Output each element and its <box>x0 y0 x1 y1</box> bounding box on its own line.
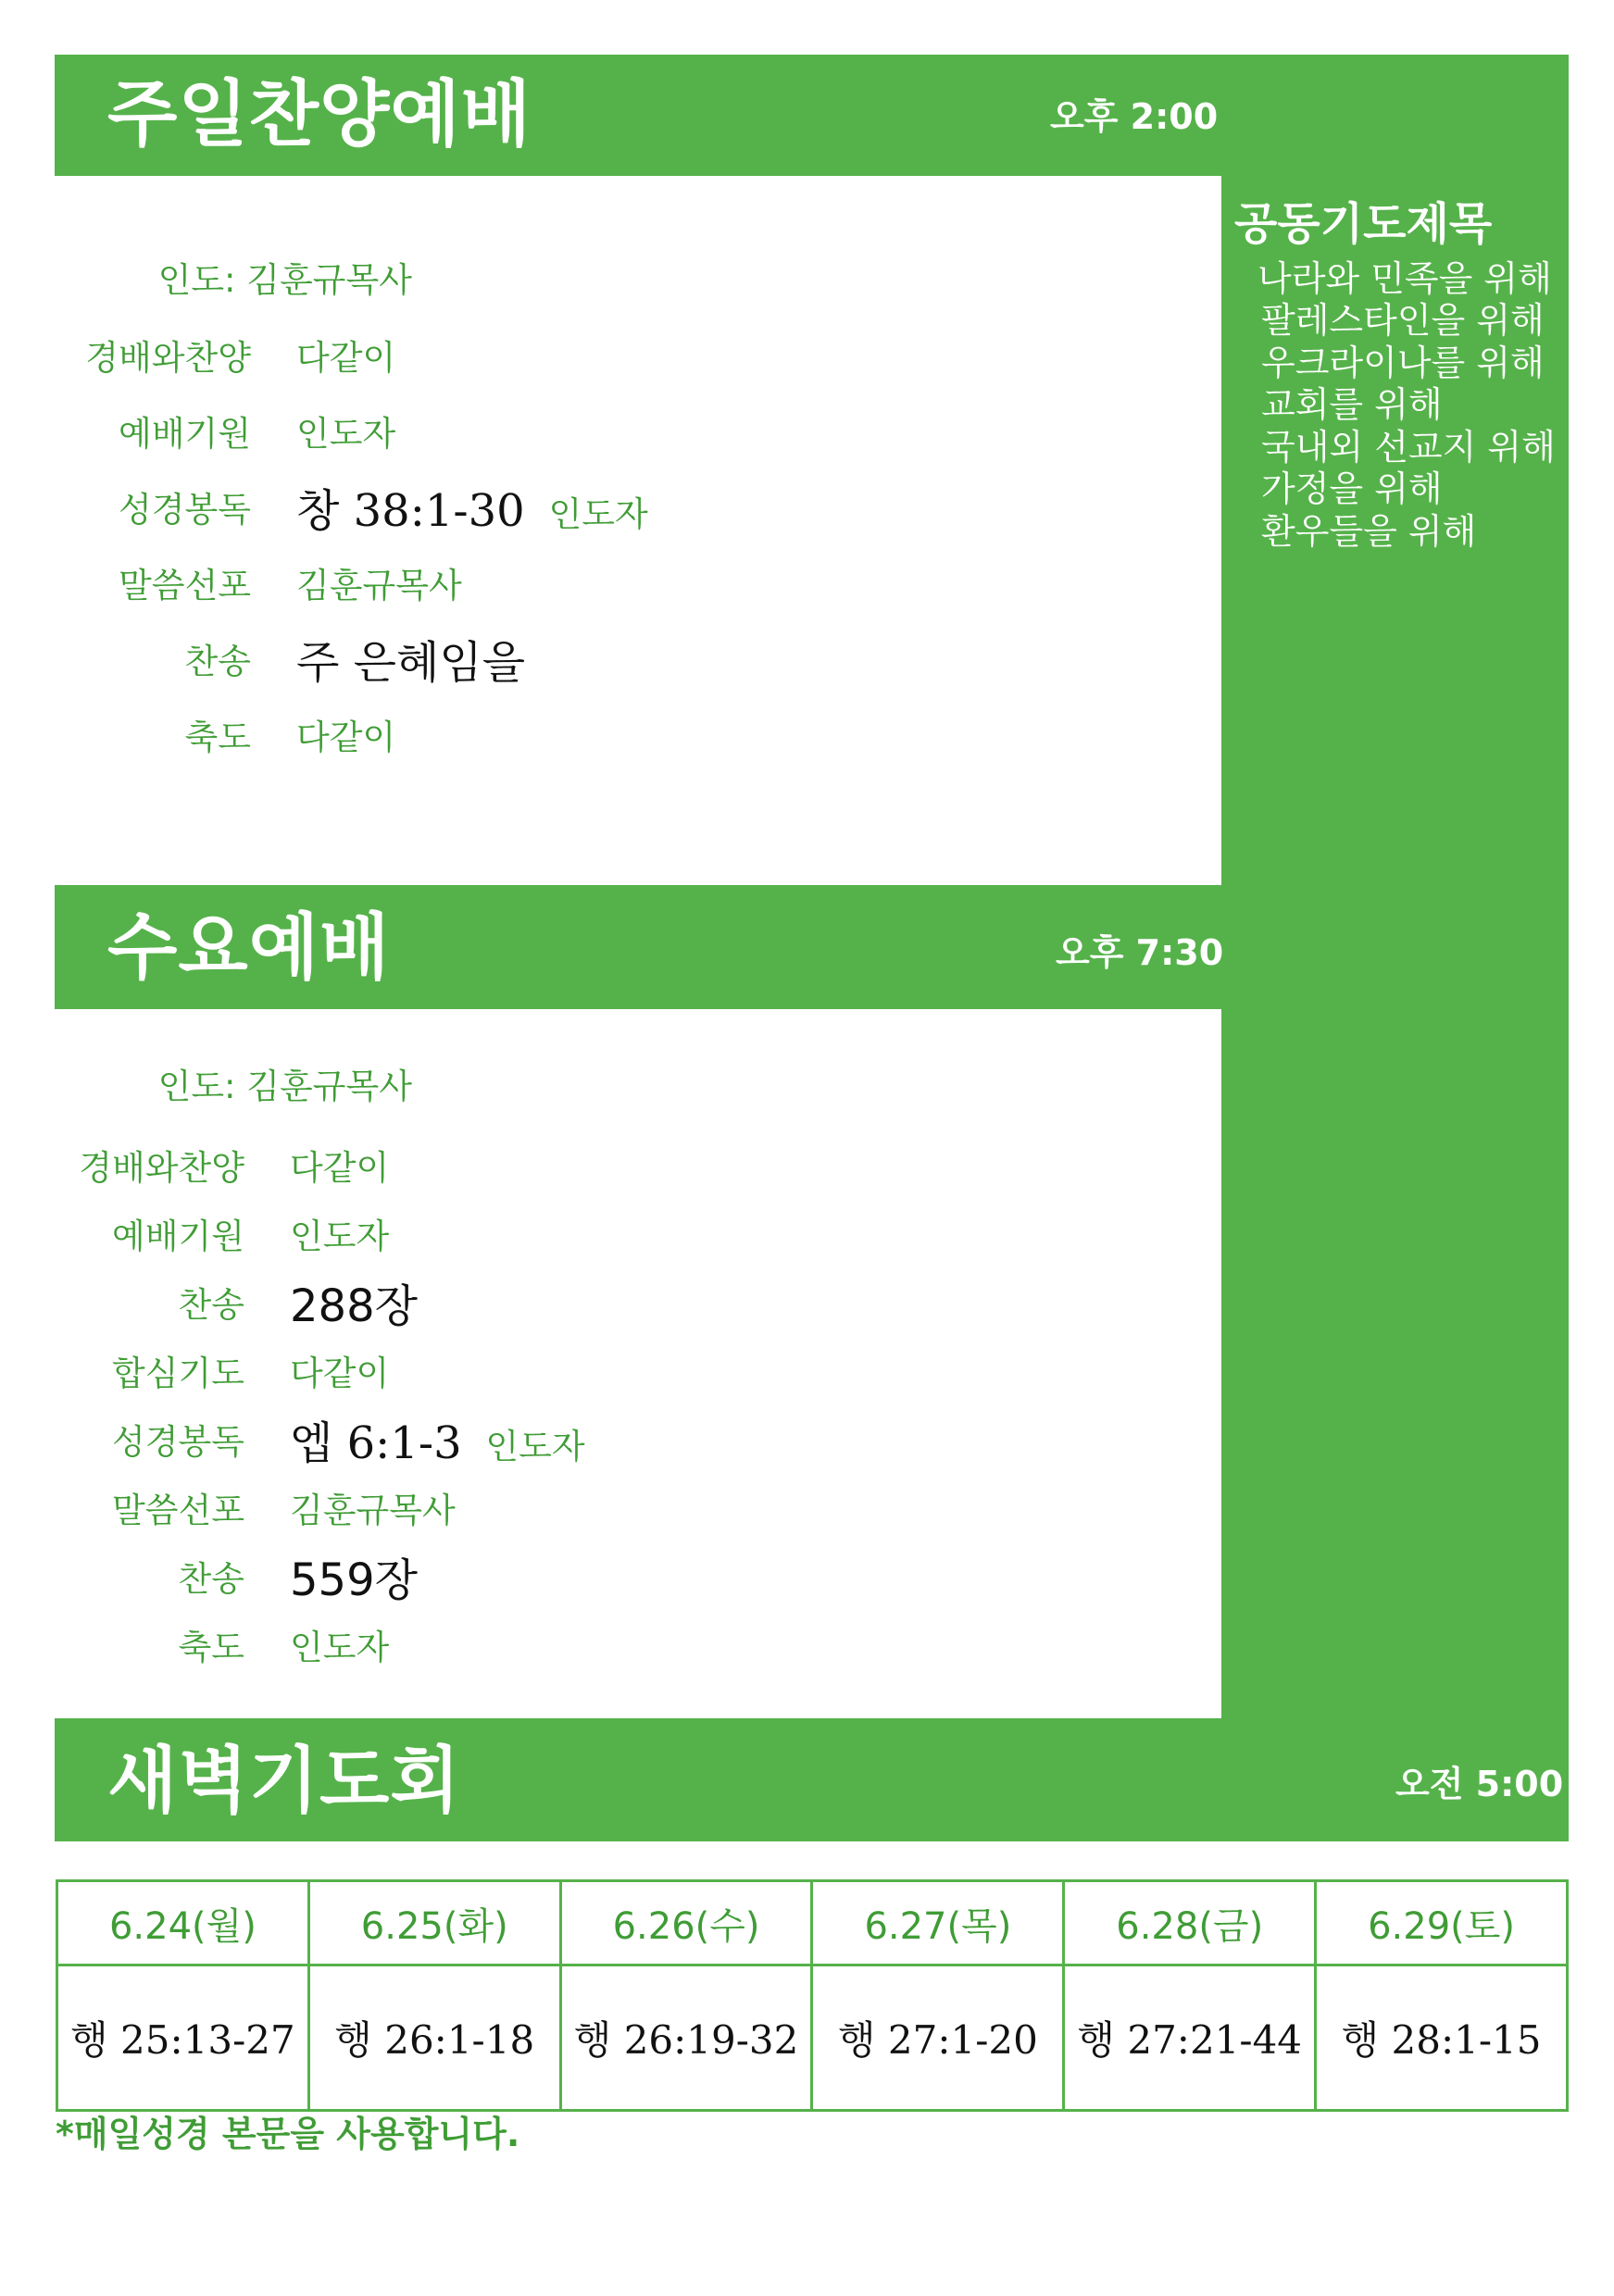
reading-cell: 행 28:1-15 <box>1316 1965 1568 2111</box>
order-value: 인도자 <box>290 1628 390 1667</box>
prayer-item: 가정을 위해 <box>1261 468 1443 509</box>
sunday-title: 주일찬양예배 <box>107 73 532 156</box>
day-cell: 6.24(월) <box>57 1881 309 1965</box>
day-cell: 6.25(화) <box>308 1881 560 1965</box>
wednesday-item <box>0 1479 456 1535</box>
order-value: 인도자 <box>290 1217 390 1256</box>
order-value: 김훈규목사 <box>296 566 462 605</box>
hymn-number: 559장 <box>290 1554 418 1606</box>
order-label: 예배기원 <box>119 414 251 454</box>
footnote: *매일성경 본문을 사용합니다. <box>56 2114 520 2154</box>
sunday-time: 오후 2:00 <box>1050 96 1219 137</box>
reading-cell: 행 26:1-18 <box>308 1965 560 2111</box>
prayer-title: 공동기도제목 <box>1234 198 1493 250</box>
order-value: 김훈규목사 <box>290 1491 456 1530</box>
order-value: 다같이 <box>290 1354 390 1393</box>
table-row <box>57 1965 1568 2111</box>
scripture-reference: 엡 6:1-3 <box>290 1416 462 1469</box>
wednesday-leader: 인도: 김훈규목사 <box>157 1067 412 1106</box>
order-label: 말씀선포 <box>112 1491 244 1530</box>
sunday-item <box>0 403 395 458</box>
reading-cell: 행 26:19-32 <box>560 1965 812 2111</box>
wednesday-title: 수요예배 <box>107 906 391 990</box>
reading-cell: 행 27:21-44 <box>1064 1965 1316 2111</box>
order-label: 경배와찬양 <box>85 338 251 378</box>
wednesday-item <box>0 1137 389 1192</box>
day-cell: 6.27(목) <box>812 1881 1064 1965</box>
scripture-reference: 창 38:1-30 <box>296 484 525 537</box>
prayer-item: 우크라이나를 위해 <box>1261 343 1545 383</box>
order-label: 성경봉독 <box>112 1422 244 1462</box>
order-label: 합심기도 <box>112 1354 244 1393</box>
sunday-item <box>0 555 462 610</box>
reader: 인도자 <box>485 1426 585 1466</box>
dawn-title: 새벽기도회 <box>107 1740 461 1823</box>
dawn-time: 오전 5:00 <box>1395 1764 1564 1804</box>
hymn-number: 288장 <box>290 1279 418 1332</box>
reading-cell: 행 25:13-27 <box>57 1965 309 2111</box>
order-label: 말씀선포 <box>119 566 251 605</box>
order-value: 다같이 <box>296 338 396 378</box>
order-label: 경배와찬양 <box>79 1148 244 1188</box>
wednesday-item <box>0 1342 389 1398</box>
reading-cell: 행 27:1-20 <box>812 1965 1064 2111</box>
sunday-item <box>0 479 648 537</box>
day-cell: 6.29(토) <box>1316 1881 1568 1965</box>
wednesday-item <box>0 1205 389 1261</box>
wednesday-item <box>0 1548 418 1606</box>
order-label: 축도 <box>184 718 251 757</box>
sunday-item <box>0 706 395 762</box>
day-cell: 6.28(금) <box>1064 1881 1316 1965</box>
order-label: 예배기원 <box>112 1217 244 1256</box>
prayer-item: 국내외 선교지 위해 <box>1261 427 1556 468</box>
wednesday-item <box>0 1411 585 1469</box>
order-label: 찬송 <box>178 1559 244 1599</box>
table-row <box>57 1881 1568 1965</box>
wednesday-item <box>0 1274 418 1332</box>
wednesday-time: 오후 7:30 <box>1056 932 1224 973</box>
reader: 인도자 <box>548 493 648 534</box>
prayer-item: 환우들을 위해 <box>1261 511 1477 552</box>
hymn-title: 주 은혜임을 <box>296 636 526 689</box>
prayer-item: 교회를 위해 <box>1261 384 1443 425</box>
order-value: 인도자 <box>296 414 396 454</box>
sunday-item <box>0 630 526 689</box>
prayer-item: 나라와 민족을 위해 <box>1257 258 1552 299</box>
sunday-item <box>0 327 395 382</box>
order-label: 축도 <box>178 1628 244 1667</box>
order-label: 찬송 <box>184 642 251 681</box>
wednesday-item <box>0 1616 389 1672</box>
order-value: 다같이 <box>296 718 396 757</box>
prayer-item: 팔레스타인을 위해 <box>1261 300 1545 341</box>
dawn-schedule-table <box>56 1879 1569 2112</box>
sunday-leader: 인도: 김훈규목사 <box>157 260 412 300</box>
day-cell: 6.26(수) <box>560 1881 812 1965</box>
order-label: 찬송 <box>178 1285 244 1325</box>
order-value: 다같이 <box>290 1148 390 1188</box>
order-label: 성경봉독 <box>119 490 251 530</box>
